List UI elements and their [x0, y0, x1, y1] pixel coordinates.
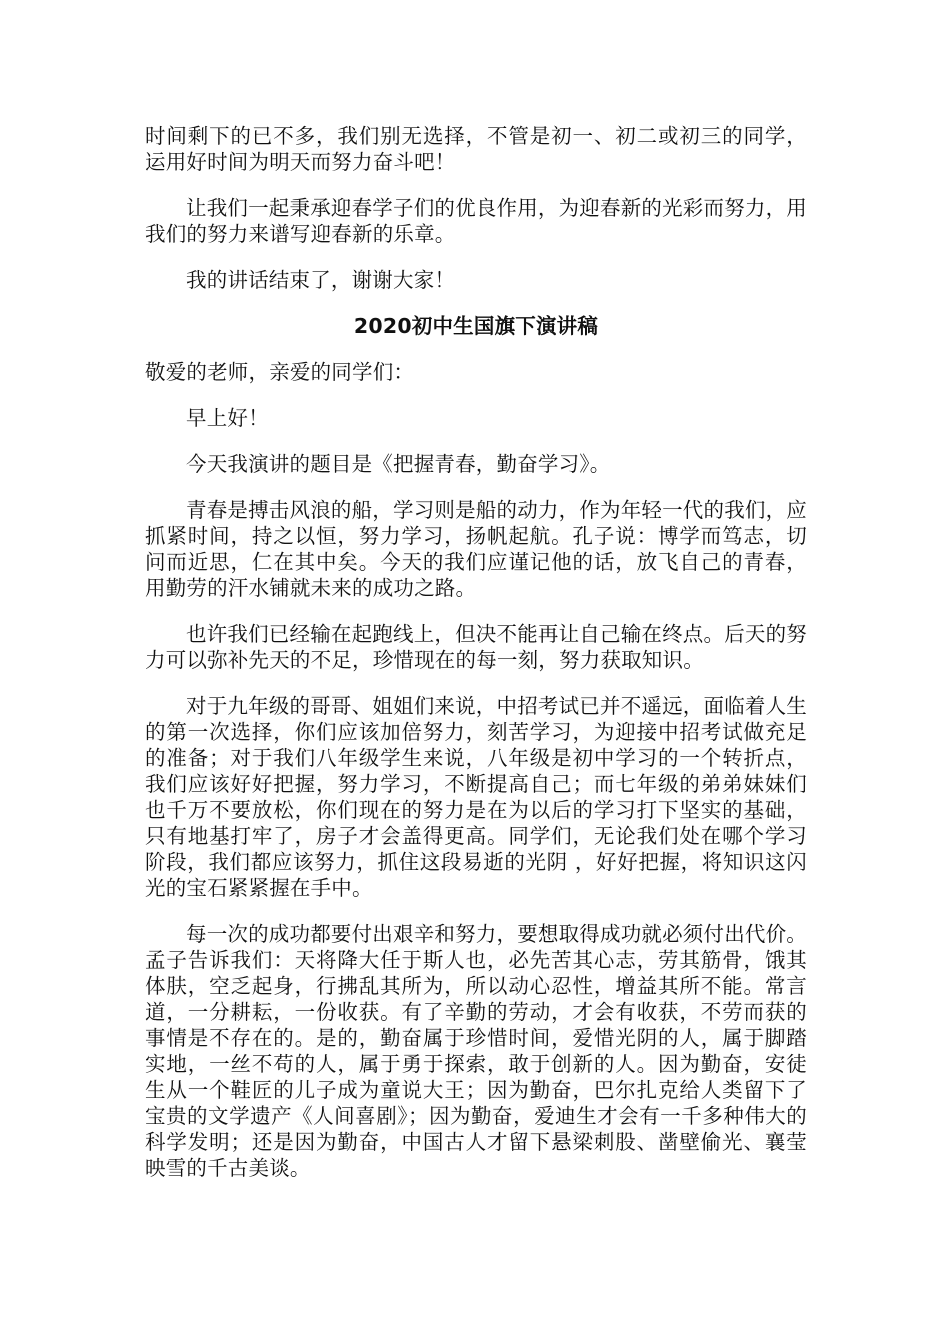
body-paragraph-1: 早上好！: [186, 406, 269, 430]
continuation-paragraph-2: 让我们一起秉承迎春学子们的优良作用，为迎春新的光彩而努力，用我们的努力来谱写迎春新的乐章。: [145, 196, 807, 246]
body-paragraph-2: 今天我演讲的题目是《把握青春，勤奋学习》。: [186, 452, 611, 476]
body-paragraph-6: 每一次的成功都要付出艰辛和努力，要想取得成功就必须付出代价。孟子告诉我们：天将降大任于斯人也，必先苦其心志，劳其筋骨，饿其体肤，空乏起身，行拂乱其所为，所以动心忍性，增益其所不能。常言道，一分耕耘，一份收获。有了辛勤的劳动，才会有收获，不劳而获的事情是不存在的。是的，勤奋属于珍惜时间，爱惜光阴的人，属于脚踏实地，一丝不苟的人，属于勇于探索，敢于创新的人。因为勤奋，安徒生从一个鞋匠的儿子成为童说大王；因为勤奋，巴尔扎克给人类留下了宝贵的文学遗产《人间喜剧》；因为勤奋，爱迪生才会有一千多种伟大的科学发明；还是因为勤奋，中国古人才留下悬梁刺股、凿壁偷光、襄莹映雪的千古美谈。: [145, 922, 807, 1180]
salutation: 敬爱的老师，亲爱的同学们：: [145, 360, 415, 384]
speech-title: 2020初中生国旗下演讲稿: [353, 314, 599, 338]
document-content: [145, 123, 807, 1201]
continuation-paragraph-1: 时间剩下的已不多，我们别无选择，不管是初一、初二或初三的同学，运用好时间为明天而努力奋斗吧！: [145, 124, 807, 174]
body-paragraph-4: 也许我们已经输在起跑线上，但决不能再让自己输在终点。后天的努力可以弥补先天的不足，珍惜现在的每一刻，努力获取知识。: [145, 622, 807, 672]
body-paragraph-3: 青春是搏击风浪的船，学习则是船的动力，作为年轻一代的我们，应抓紧时间，持之以恒，努力学习，扬帆起航。孔子说：博学而笃志，切问而近思，仁在其中矣。今天的我们应谨记他的话，放飞自己的青春，用勤劳的汗水铺就未来的成功之路。: [145, 498, 807, 600]
body-paragraph-5: 对于九年级的哥哥、姐姐们来说，中招考试已并不遥远，面临着人生的第一次选择，你们应该加倍努力，刻苦学习，为迎接中招考试做充足的准备；对于我们八年级学生来说，八年级是初中学习的一个转折点，我们应该好好把握，努力学习，不断提高自己；而七年级的弟弟妹妹们也千万不要放松，你们现在的努力是在为以后的学习打下坚实的基础，只有地基打牢了，房子才会盖得更高。同学们，无论我们处在哪个学习阶段，我们都应该努力，抓住这段易逝的光阴 ，好好把握，将知识这闪光的宝石紧紧握在手中。: [145, 694, 807, 900]
continuation-paragraph-3: 我的讲话结束了，谢谢大家！: [186, 268, 456, 292]
